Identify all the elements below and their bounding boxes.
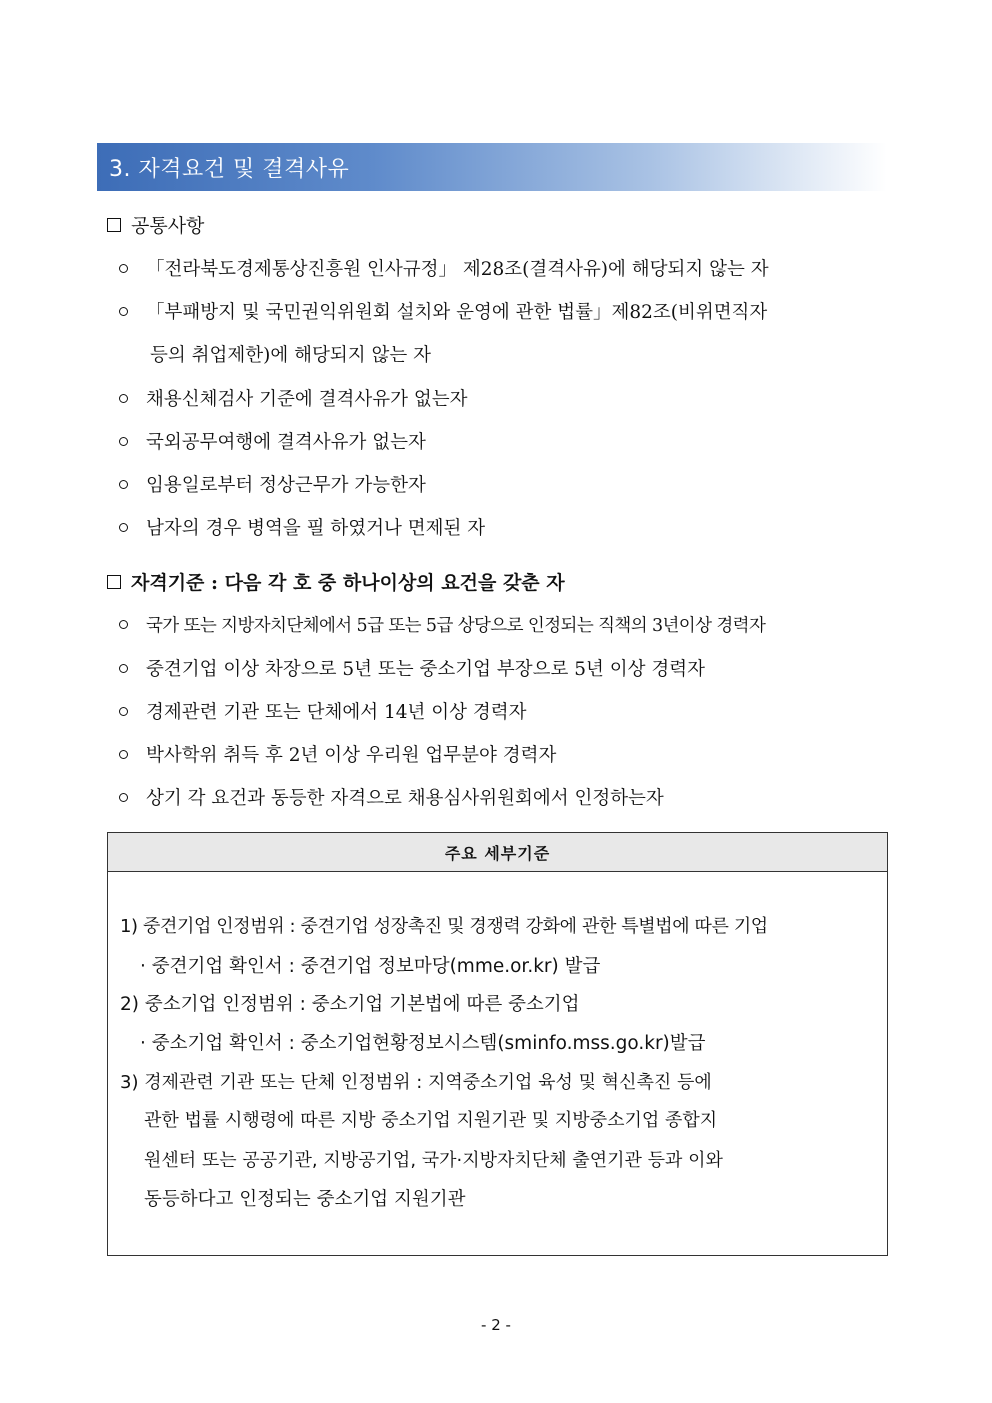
list-item-text: 남자의 경우 병역을 필 하였거나 면제된 자 <box>146 518 486 539</box>
list-item-text: 국가 또는 지방자치단체에서 5급 또는 5급 상당으로 인정되는 직책의 3년이상 경력자 <box>146 616 766 636</box>
list-item-text: 경제관련 기관 또는 단체에서 14년 이상 경력자 <box>146 702 527 723</box>
circle-bullet-icon <box>119 264 128 273</box>
criteria-line: 1) 중견기업 인정범위 : 중견기업 성장촉진 및 경쟁력 강화에 관한 특별법에 따른 기업 <box>120 916 768 937</box>
list-item <box>119 255 769 281</box>
circle-bullet-icon <box>119 707 128 716</box>
list-item <box>119 471 426 497</box>
common-heading-label: 공통사항 <box>131 215 205 237</box>
list-item <box>119 514 485 540</box>
section-title: 3. 자격요건 및 결격사유 <box>109 157 350 182</box>
circle-bullet-icon <box>119 437 128 446</box>
qualification-heading-label: 자격기준 : 다음 각 호 중 하나이상의 요건을 갖춘 자 <box>131 572 565 594</box>
list-item <box>119 612 765 637</box>
qualification-heading <box>107 568 565 595</box>
list-item-continuation: 등의 취업제한)에 해당되지 않는 자 <box>150 345 431 366</box>
list-item <box>119 741 556 767</box>
circle-bullet-icon <box>119 750 128 759</box>
section-banner <box>97 143 887 191</box>
criteria-line: · 중소기업 확인서 : 중소기업현황정보시스템(sminfo.mss.go.kr)발급 <box>140 1033 706 1054</box>
circle-bullet-icon <box>119 307 128 316</box>
circle-bullet-icon <box>119 620 128 629</box>
criteria-line: 동등하다고 인정되는 중소기업 지원기관 <box>144 1189 466 1210</box>
list-item-text: 중견기업 이상 차장으로 5년 또는 중소기업 부장으로 5년 이상 경력자 <box>146 659 705 680</box>
criteria-line: 2) 중소기업 인정범위 : 중소기업 기본법에 따른 중소기업 <box>120 994 580 1015</box>
circle-bullet-icon <box>119 523 128 532</box>
criteria-line: 3) 경제관련 기관 또는 단체 인정범위 : 지역중소기업 육성 및 혁신촉진 등에 <box>120 1072 712 1093</box>
circle-bullet-icon <box>119 793 128 802</box>
list-item-text: 「부패방지 및 국민권익위원회 설치와 운영에 관한 법률」제82조(비위면직자 <box>146 302 768 323</box>
circle-bullet-icon <box>119 480 128 489</box>
list-item-text: 채용신체검사 기준에 결격사유가 없는자 <box>146 389 468 410</box>
criteria-line: · 중견기업 확인서 : 중견기업 정보마당(mme.or.kr) 발급 <box>140 956 601 977</box>
list-item-text: 「전라북도경제통상진흥원 인사규정」 제28조(결격사유)에 해당되지 않는 자 <box>146 259 769 280</box>
list-item-text: 국외공무여행에 결격사유가 없는자 <box>146 432 426 453</box>
criteria-line: 관한 법률 시행령에 따른 지방 중소기업 지원기관 및 지방중소기업 종합지 <box>144 1110 718 1131</box>
common-heading <box>107 211 204 238</box>
list-item <box>119 698 527 724</box>
circle-bullet-icon <box>119 394 128 403</box>
list-item <box>119 655 705 681</box>
list-item-text: 상기 각 요건과 동등한 자격으로 채용심사위원회에서 인정하는자 <box>146 788 664 809</box>
list-item <box>119 385 467 411</box>
list-item <box>119 784 664 810</box>
page-number: - 2 - <box>481 1316 511 1334</box>
criteria-line: 원센터 또는 공공기관, 지방공기업, 국가·지방자치단체 출연기관 등과 이와 <box>144 1150 723 1171</box>
criteria-title: 주요 세부기준 <box>108 833 887 872</box>
list-item-text: 박사학위 취득 후 2년 이상 우리원 업무분야 경력자 <box>146 745 557 766</box>
list-item <box>119 428 426 454</box>
circle-bullet-icon <box>119 664 128 673</box>
square-bullet-icon <box>107 575 121 589</box>
list-item <box>119 298 767 324</box>
list-item-text: 임용일로부터 정상근무가 가능한자 <box>146 475 426 496</box>
square-bullet-icon <box>107 218 121 232</box>
